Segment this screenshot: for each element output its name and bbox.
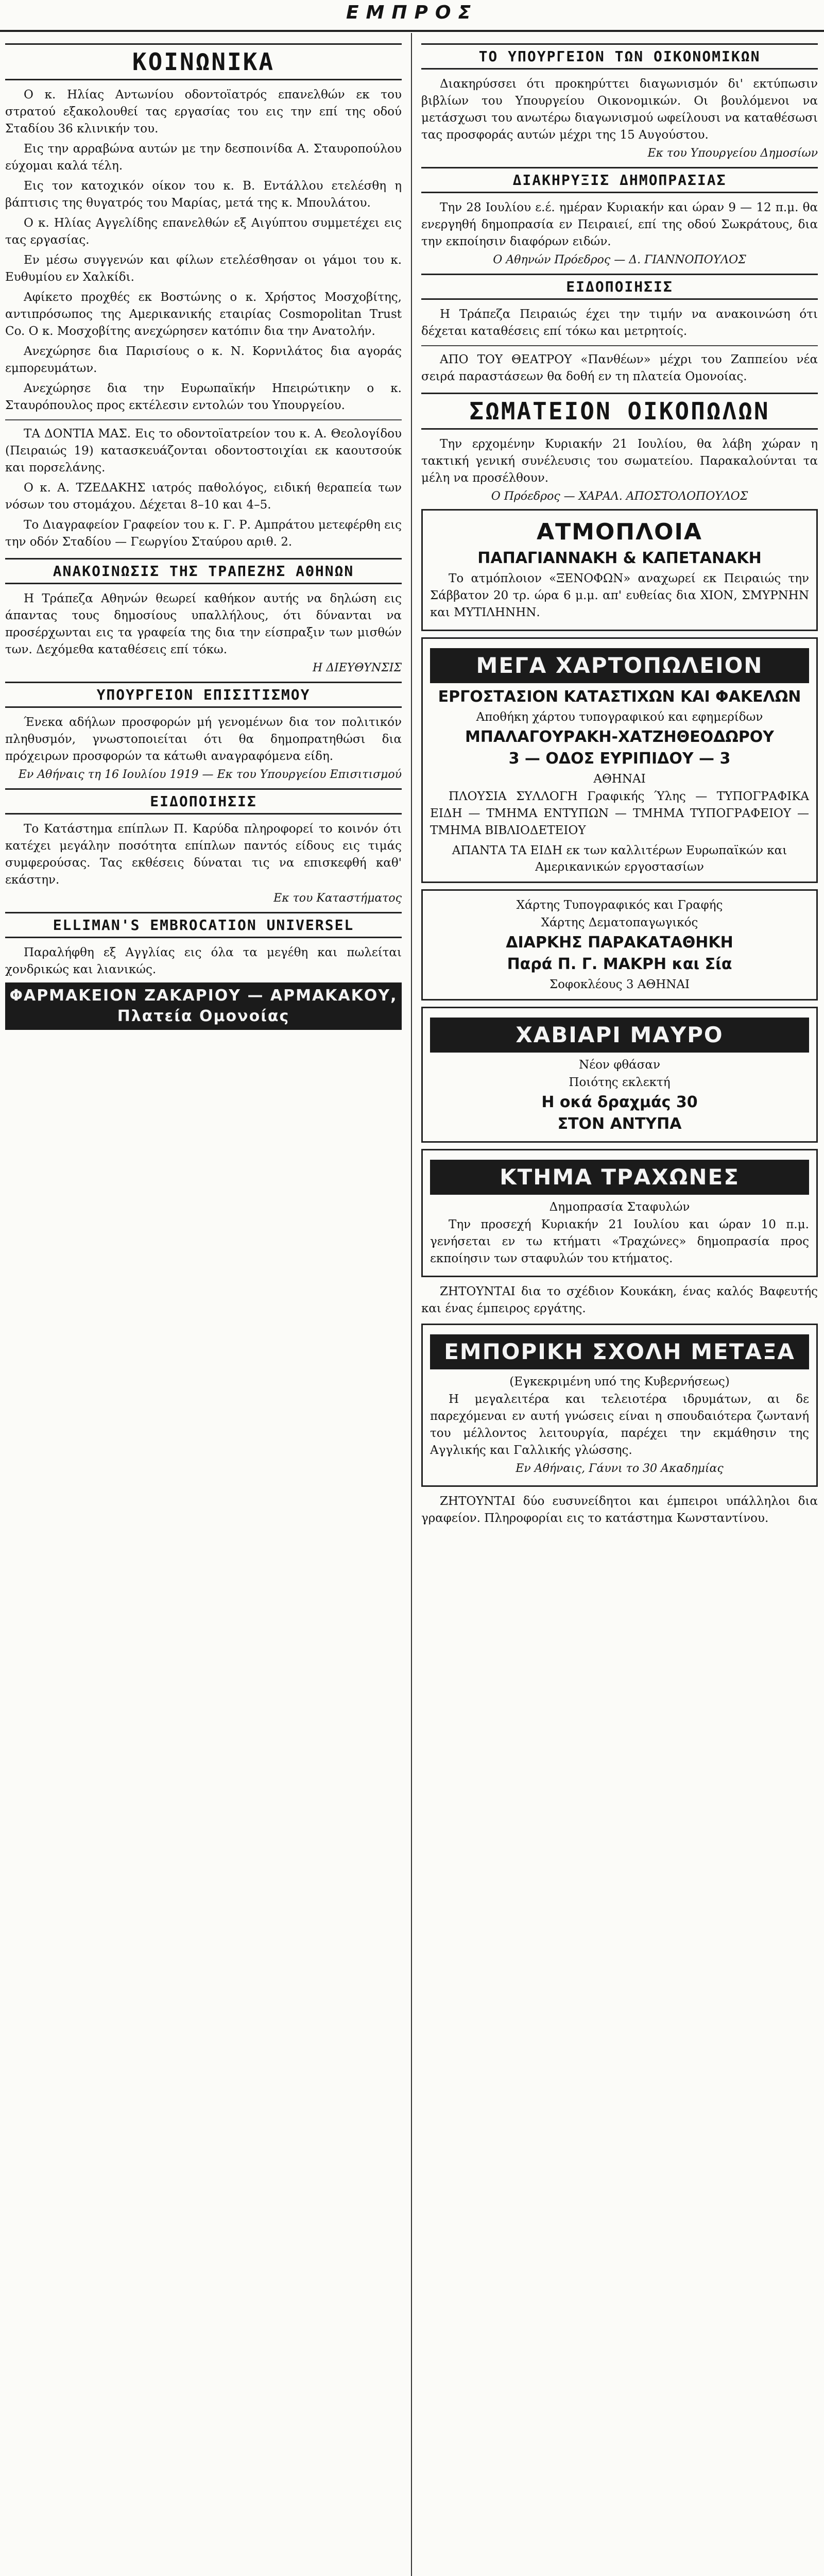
bakers-heading: ΣΩΜΑΤΕΙΟΝ ΟΙΚΟΠΩΛΩΝ [421,393,818,430]
social-item: Αφίκετο προχθές εκ Βοστώνης ο κ. Χρήστος Μοσχοβίτης, αντιπρόσωπος της Αμερικανικής εταιρίας Cosmopolitan Trust Co. Ο κ. Μοσχοβίτης ανεχώρησεν κατόπιν δια την Ανατολήν. [5,291,402,338]
caviar-banner: ΧΑΒΙΑΡΙ ΜΑΥΡΟ [430,1018,809,1053]
notices-body: Το Κατάστημα επίπλων Π. Καρύδα πληροφορεί το κοινόν ότι κατέχει μεγάλην ποσότητα επίπλων παντός είδους εις τιμάς συμφερούσας. Τας εκθέσεις δύναται τις να επισκεφθή καθ' εκάστην. [5,822,402,887]
divider [5,419,402,420]
estate-subtitle: Δημοπρασία Σταφυλών [549,1200,690,1214]
estate-body: Την προσεχή Κυριακήν 21 Ιουλίου και ώραν 10 π.μ. γενήσεται εν τω κτήματι «Τραχώνες» δημοπρασία προς εκποίησιν των σταφυλών του κτήματος. [430,1218,809,1265]
liniment-body: Παραλήφθη εξ Αγγλίας εις όλα τα μεγέθη και πωλείται χονδρικώς και λιανικώς. [5,946,402,976]
doctor-notice: Ο κ. Α. ΤΖΕΔΑΚΗΣ ιατρός παθολόγος, ειδική θεραπεία των νόσων του στομάχου. Δέχεται 8–10 και 4–5. [5,481,402,512]
notices-heading: ΕΙΔΟΠΟΙΗΣΙΣ [5,788,402,815]
finance-body: Διακηρύσσει ότι προκηρύττει διαγωνισμόν δι' εκτύπωσιν βιβλίων του Υπουργείου Οικονομικών. Οι βουλόμενοι να μετάσχωσι του ανωτέρω διαγωνισμού ωφείλουσι να καταθέσωσι τας προσφοράς αυτών μέχρι της 15 Αυγούστου. [421,77,818,142]
paper-ad [421,637,818,883]
school-subtitle: (Εγκεκριμένη υπό της Κυβερνήσεως) [509,1375,730,1388]
maker-line: ΔΙΑΡΚΗΣ ΠΑΡΑΚΑΤΑΘΗΚΗ [506,934,733,952]
steamship-body: Το ατμόπλοιον «ΞΕΝΟΦΩΝ» αναχωρεί εκ Πειραιώς την Σάββατον 20 τρ. ώρα 6 μ.μ. απ' ευθείας δια ΧΙΟΝ, ΣΜΥΡΝΗΝ και ΜΥΤΙΛΗΝΗΝ. [430,572,809,619]
paper-list: ΠΛΟΥΣΙΑ ΣΥΛΛΟΓΗ Γραφικής Ύλης — ΤΥΠΟΓΡΑΦΙΚΑ ΕΙΔΗ — ΤΜΗΜΑ ΕΝΤΥΠΩΝ — ΤΜΗΜΑ ΤΥΠΟΓΡΑΦΕΙΟΥ — ΤΜΗΜΑ ΒΙΒΛΙΟΔΕΤΕΙΟΥ [430,790,809,837]
pharmacy-banner: ΦΑΡΜΑΚΕΙΟΝ ΖΑΚΑΡΙΟΥ — ΑΡΜΑΚΑΚΟΥ, Πλατεία Ομονοίας [5,982,402,1030]
auction-signature: Ο Αθηνών Πρόεδρος — Δ. ΓΙΑΝΝΟΠΟΥΛΟΣ [493,253,746,266]
school-signature: Εν Αθήναις, Γάυνι το 30 Ακαδημίας [516,1462,724,1475]
ministry-heading: ΥΠΟΥΡΓΕΙΟΝ ΕΠΙΣΙΤΙΣΜΟΥ [5,682,402,708]
caviar-line: Ποιότης εκλεκτή [569,1076,671,1089]
masthead-title: ΕΜΠΡΟΣ [346,2,478,23]
social-item: Εις τον κατοχικόν οίκον του κ. Β. Εντάλλου ετελέσθη η βάπτισις της θυγατρός του Μαρίας, μετά της κ. Μπουλάτου. [5,179,402,210]
caviar-ad [421,1007,818,1143]
estate-banner: ΚΤΗΜΑ ΤΡΑΧΩΝΕΣ [430,1160,809,1195]
social-item: Ο κ. Ηλίας Αντωνίου οδοντοϊατρός επανελθών εκ του στρατού εξακολουθεί τας εργασίας του εις την επί της οδού Σταδίου 36 κλινικήν του. [5,88,402,135]
school-ad [421,1324,818,1487]
wanted-notice-final: ΖΗΤΟΥΝΤΑΙ δύο ευσυνείδητοι και έμπειροι υπάλληλοι δια γραφείον. Πληροφορίαι εις το κατάστημα Κωνσταντίνου. [421,1495,818,1525]
steamship-company: ΠΑΠΑΓΙΑΝΝΑΚΗ & ΚΑΠΕΤΑΝΑΚΗ [477,549,762,567]
column-divider [411,33,412,2576]
paper-maker-ad [421,889,818,1001]
estate-ad [421,1149,818,1277]
paper-footer: ΑΠΑΝΤΑ ΤΑ ΕΙΔΗ εκ των καλλιτέρων Ευρωπαϊκών και Αμερικανικών εργοστασίων [452,844,787,874]
social-item: Εν μέσω συγγενών και φίλων ετελέσθησαν οι γάμοι του κ. Ευθυμίου εν Χαλκίδι. [5,253,402,284]
social-item: Εις την αρραβώνα αυτών με την δεσποινίδα Α. Σταυροπούλου εύχομαι καλά τέλη. [5,142,402,173]
masthead-bar [0,0,824,32]
bank-body: Η Τράπεζα Αθηνών θεωρεί καθήκον αυτής να δηλώση εις άπαντας τους δημοσίους υπαλλήλους, ότι δύνανται να προσέρχωνται εις τα γραφεία της δια την είσπραξιν των μισθών των. Δεχόμεθα καταθέσεις επί τόκω. [5,592,402,656]
social-item: Ανεχώρησε δια την Ευρωπαϊκήν Ηπειρώτικην ο κ. Σταυρόπουλος προς εκτέλεσιν εντολών του Υπουργείου. [5,382,402,412]
bakers-body: Την ερχομένην Κυριακήν 21 Ιουλίου, θα λάβη χώραν η τακτική γενική συνέλευσις του σωματείου. Παρακαλούνται τα μέλη να προσέλθουν. [421,437,818,485]
maker-line: Παρά Π. Γ. ΜΑΚΡΗ και Σία [507,955,732,973]
bank2-body: Η Τράπεζα Πειραιώς έχει την τιμήν να ανακοινώση ότι δέχεται καταθέσεις επί τόκω και μετρητοίς. [421,308,818,338]
auction-body: Την 28 Ιουλίου ε.έ. ημέραν Κυριακήν και ώραν 9 — 12 π.μ. θα ενεργηθή δημοπρασία εν Πειραιεί, επί της οδού Σωκράτους, δια την εκποίησιν διαφόρων ειδών. [421,201,818,248]
steamship-ad [421,509,818,631]
liniment-heading: ELLIMAN'S EMBROCATION UNIVERSEL [5,912,402,938]
social-item: Ανεχώρησε δια Παρισίους ο κ. Ν. Κορνιλάτος δια αγοράς εμπορευμάτων. [5,345,402,375]
maker-line: Σοφοκλέους 3 ΑΘΗΝΑΙ [549,978,690,991]
caviar-line: Νέον φθάσαν [579,1058,660,1072]
paper-firm: ΜΠΑΛΑΓΟΥΡΑΚΗ-ΧΑΤΖΗΘΕΟΔΩΡΟΥ [465,728,775,746]
school-body: Η μεγαλειτέρα και τελειοτέρα ιδρυμάτων, αι δε παρεχόμεναι εν αυτή γνώσεις είναι η σπουδαιότερα ζωντανή του μέλλοντος λειτουργία, παρέχει την εκμάθησιν της Αγγλικής και Γαλλικής γλώσσης. [430,1393,809,1457]
bakers-signature: Ο Πρόεδρος — ΧΑΡΑΛ. ΑΠΟΣΤΟΛΟΠΟΥΛΟΣ [491,490,748,503]
maker-line: Χάρτης Τυπογραφικός και Γραφής [516,899,723,912]
ministry-signature: Εν Αθήναις τη 16 Ιουλίου 1919 — Εκ του Υπουργείου Επισιτισμού [18,768,402,781]
bank-signature: Η ΔΙΕΥΘΥΝΣΙΣ [313,662,402,674]
social-item: Ο κ. Ηλίας Αγγελίδης επανελθών εξ Αιγύπτου συμμετέχει εις τας εργασίας. [5,216,402,247]
dental-notice: ΤΑ ΔΟΝΤΙΑ ΜΑΣ. Εις το οδοντοϊατρείον του κ. Α. Θεολογίδου (Πειραιώς 19) κατασκευάζονται οδοντοστοιχίαι εκ καουτσούκ και πορσελάνης. [5,427,402,474]
school-banner: ΕΜΠΟΡΙΚΗ ΣΧΟΛΗ ΜΕΤΑΞΑ [430,1334,809,1369]
finance-heading: ΤΟ ΥΠΟΥΡΓΕΙΟΝ ΤΩΝ ΟΙΚΟΝΟΜΙΚΩΝ [421,43,818,70]
auction-heading: ΔΙΑΚΗΡΥΞΙΣ ΔΗΜΟΠΡΑΣΙΑΣ [421,167,818,193]
steamship-title: ΑΤΜΟΠΛΟΙΑ [537,519,702,545]
bank-heading: ΑΝΑΚΟΙΝΩΣΙΣ ΤΗΣ ΤΡΑΠΕΖΗΣ ΑΘΗΝΩΝ [5,558,402,584]
paper-subtitle: ΕΡΓΟΣΤΑΣΙΟΝ ΚΑΤΑΣΤΙΧΩΝ ΚΑΙ ΦΑΚΕΛΩΝ [438,688,801,706]
paper-city: ΑΘΗΝΑΙ [593,772,646,786]
office-notice: Το Διαγραφείον Γραφείον του κ. Γ. Ρ. Αμπράτου μετεφέρθη εις την οδόν Σταδίου — Γεωργίου Σταύρου αριθ. 2. [5,518,402,549]
notices-signature: Εκ του Καταστήματος [273,892,402,905]
bank2-heading: ΕΙΔΟΠΟΙΗΣΙΣ [421,274,818,300]
maker-line: Χάρτης Δεματοπαγωγικός [541,916,698,929]
finance-signature: Εκ του Υπουργείου Δημοσίων [647,147,818,160]
right-column [421,36,818,2576]
divider [421,345,818,346]
ministry-body: Ένεκα αδήλων προσφορών μή γενομένων δια τον πολιτικόν πληθυσμόν, γνωστοποιείται ότι θα δημοπρατηθώσι δια πρόχειρων προσφορών τα κάτωθι αναγραφόμενα είδη. [5,716,402,763]
caviar-line: Η οκά δραχμάς 30 [541,1093,698,1111]
paper-banner: ΜΕΓΑ ΧΑΡΤΟΠΩΛΕΙΟΝ [430,648,809,683]
caviar-line: ΣΤΟΝ ΑΝΤΥΠΑ [557,1115,682,1133]
paper-address: 3 — ΟΔΟΣ ΕΥΡΙΠΙΔΟΥ — 3 [508,750,731,768]
wanted-notice: ΖΗΤΟΥΝΤΑΙ δια το σχέδιον Κουκάκη, ένας καλός Βαφευτής και ένας έμπειρος εργάτης. [421,1285,818,1315]
paper-line: Αποθήκη χάρτου τυπογραφικού και εφημερίδων [476,710,763,724]
left-column [5,36,402,2576]
social-heading: ΚΟΙΝΩΝΙΚΑ [5,43,402,80]
theatre-notice: ΑΠΟ ΤΟΥ ΘΕΑΤΡΟΥ «Πανθέων» μέχρι του Ζαππείου νέα σειρά παραστάσεων θα δοθή εν τη πλατεία Ομονοίας. [421,353,818,383]
